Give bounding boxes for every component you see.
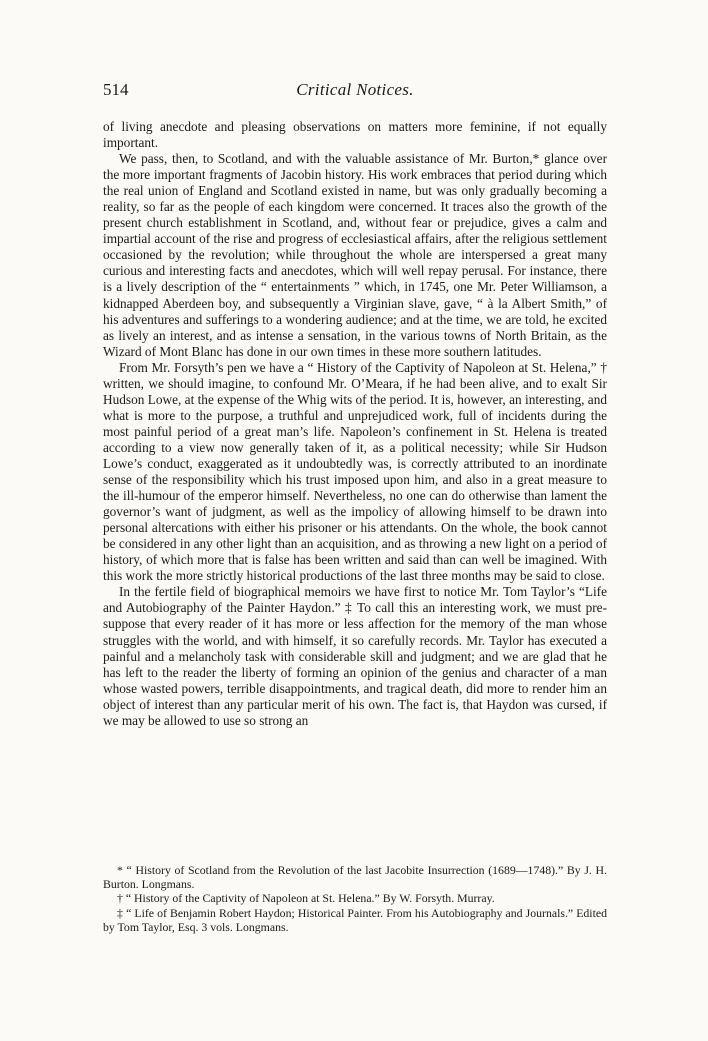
paragraph-scotland: We pass, then, to Scotland, and with the valuable assistance of Mr. Burton,* glance over the more important fragments of Jacobin history. His work embraces that period during which the real union of England and Scotland existed in name, but was only gradually becoming a reality, so far as the people of each kingdom were concerned. It traces also the growth of the present church establishment in Scotland, and, without fear or prejudice, gives a calm and impartial account of the rise and progress of ecclesiastical affairs, after the religious settlement occasioned by the revolution; while throughout the whole are interspersed a great many curious and interesting facts and anecdotes, which will well repay perusal. For instance, there is a lively description of the “ entertainments ” which, in 1745, one Mr. Peter Williamson, a kidnapped Aberdeen boy, and subsequently a Virginian slave, gave, “ à la Albert Smith,” of his adventures and sufferings to a wondering audience; and at the time, we are told, he excited as lively an interest, and as intense a sensation, in the various towns of North Britain, as the Wizard of Mont Blanc has done in our own times in these more southern latitudes.: [103, 151, 607, 359]
running-head: Critical Notices.: [296, 80, 414, 99]
footnotes: [103, 863, 607, 934]
page-number: 514: [103, 80, 129, 99]
body-text: [103, 119, 607, 729]
paragraph-continued: of living anecdote and pleasing observations on matters more feminine, if not equally important.: [103, 119, 607, 151]
footnote-burton: * “ History of Scotland from the Revolution of the last Jacobite Insurrection (1689—1748).” By J. H. Burton. Longmans.: [103, 863, 607, 892]
footnote-haydon: ‡ “ Life of Benjamin Robert Haydon; Historical Painter. From his Autobiography and Journals.” Edited by Tom Taylor, Esq. 3 vols. Longmans.: [103, 905, 607, 934]
page-header: [103, 80, 607, 102]
paragraph-napoleon: From Mr. Forsyth’s pen we have a “ History of the Captivity of Napoleon at St. Helena,” † written, we should imagine, to confound Mr. O’Meara, if he had been alive, and to exalt Sir Hudson Lowe, at the expense of the Whig wits of the period. It is, however, an interesting, and what is more to the purpose, a truthful and unprejudiced work, full of incidents during the most painful period of a great man’s life. Napoleon’s confinement in St. Helena is treated according to a view now generally taken of it, as a political necessity; while Sir Hudson Lowe’s conduct, exaggerated as it undoubtedly was, is correctly attributed to an inordinate sense of the responsibility which his trust imposed upon him, and also in a great measure to the ill-humour of the emperor himself. Nevertheless, no one can do otherwise than lament the governor’s want of judgment, as well as the impolicy of allowing himself to be drawn into personal altercations with either his prisoner or his attendants. On the whole, the book cannot be considered in any other light than an acquisition, and as throwing a new light on a period of history, of which more that is false has been written and said than can well be imagined. With this work the more strictly historical productions of the last three months may be said to close.: [103, 359, 607, 584]
paragraph-haydon: In the fertile field of biographical memoirs we have first to notice Mr. Tom Taylor’s “Life and Autobiography of the Painter Haydon.” ‡ To call this an interesting work, we must pre-suppose that every reader of it has more or less affection for the memory of the man whose struggles with the world, and with himself, it so carefully records. Mr. Taylor has executed a painful and a melancholy task with considerable skill and judgment; and we are glad that he has left to the reader the liberty of forming an opinion of the genius and character of a man whose wasted powers, terrible disappointments, and tragical death, did more to render him an object of interest than any particular merit of his own. The fact is, that Haydon was cursed, if we may be allowed to use so strong an: [103, 584, 607, 728]
footnote-forsyth: † “ History of the Captivity of Napoleon at St. Helena.” By W. Forsyth. Murray.: [117, 891, 495, 906]
